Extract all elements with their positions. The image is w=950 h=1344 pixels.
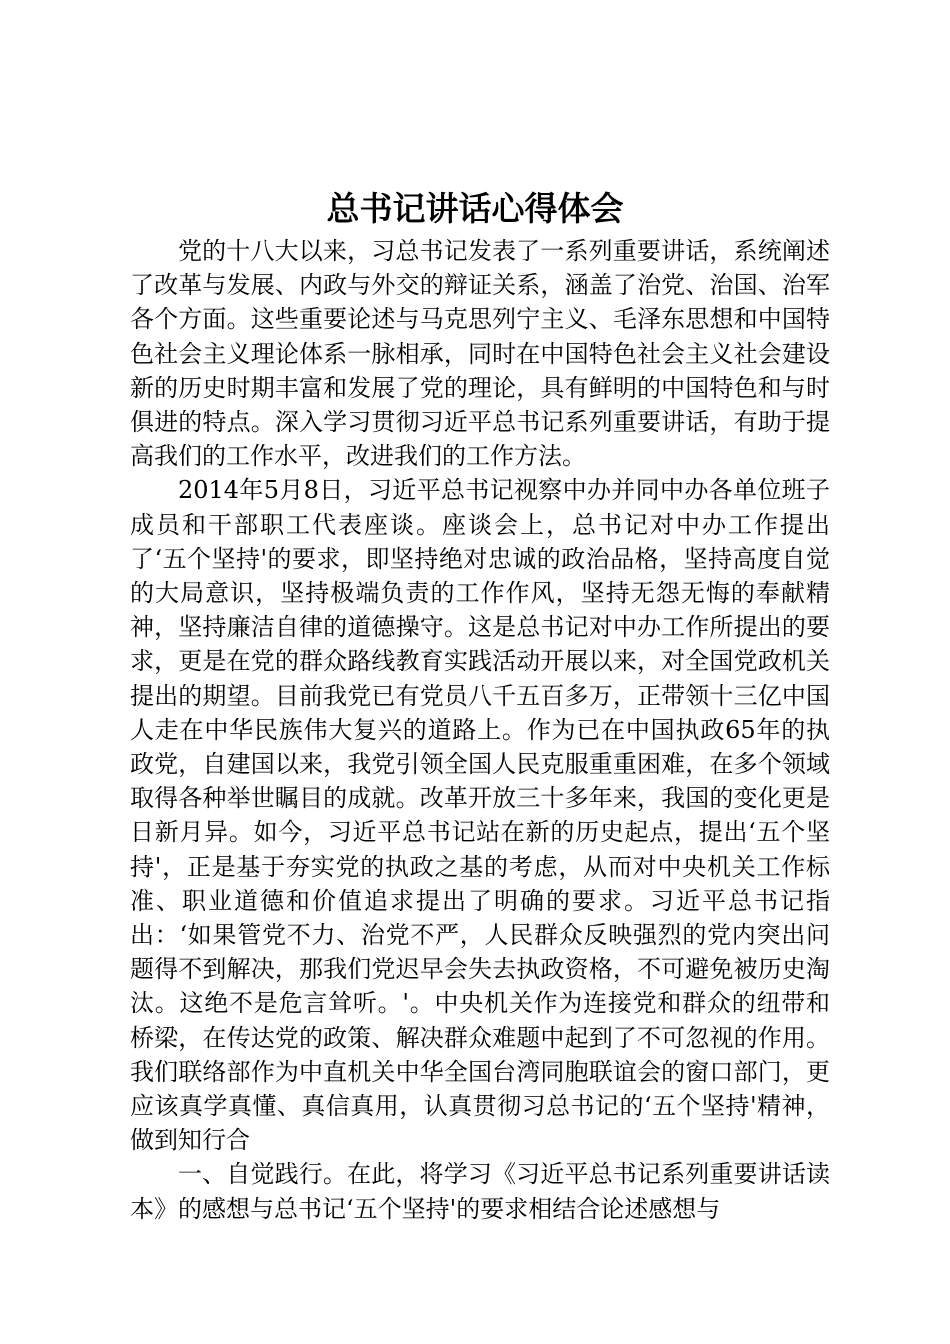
document-title: 总书记讲话心得体会 — [326, 189, 624, 228]
paragraph-intro: 党的十八大以来，习总书记发表了一系列重要讲话，系统阐述了改革与发展、内政与外交的辩证关系，涵盖了治党、治国、治军各个方面。这些重要论述与马克思列宁主义、毛泽东思想和中国特色社会主义理论体系一脉相承，同时在中国特色社会主义社会建设新的历史时期丰富和发展了党的理论，具有鲜明的中国特色和与时俱进的特点。深入学习贯彻习近平总书记系列重要讲话，有助于提高我们的工作水平，改进我们的工作方法。 — [130, 237, 830, 471]
paragraph-five-persistences: 2014年5月8日，习近平总书记视察中办并同中办各单位班子成员和干部职工代表座谈。座谈会上，总书记对中办工作提出了‘五个坚持'的要求，即坚持绝对忠诚的政治品格，坚持高度自觉的大局意识，坚持极端负责的工作作风，坚持无怨无悔的奉献精神，坚持廉洁自律的道德操守。这是总书记对中办工作所提出的要求，更是在党的群众路线教育实践活动开展以来，对全国党政机关提出的期望。目前我党已有党员八千五百多万，正带领十三亿中国人走在中华民族伟大复兴的道路上。作为已在中国执政65年的执政党，自建国以来，我党引领全国人民克服重重困难，在多个领域取得各种举世瞩目的成就。改革开放三十多年来，我国的变化更是日新月异。如今，习近平总书记站在新的历史起点，提出‘五个坚持'，正是基于夯实党的执政之基的考虑，从而对中央机关工作标准、职业道德和价值追求提出了明确的要求。习近平总书记指出：‘如果管党不力、治党不严，人民群众反映强烈的党内突出问题得不到解决，那我们党迟早会失去执政资格，不可避免被历史淘汰。这绝不是危言耸听。'。中央机关作为连接党和群众的纽带和桥梁，在传达党的政策、解决群众难题中起到了不可忽视的作用。我们联络部作为中直机关中华全国台湾同胞联谊会的窗口部门，更应该真学真懂、真信真用，认真贯彻习总书记的‘五个坚持'精神，做到知行合 — [130, 476, 830, 1155]
paragraph-section-one: 一、自觉践行。在此，将学习《习近平总书记系列重要讲话读本》的感想与总书记‘五个坚持'的要求相结合论述感想与 — [130, 1160, 830, 1223]
document-body — [130, 234, 830, 1226]
